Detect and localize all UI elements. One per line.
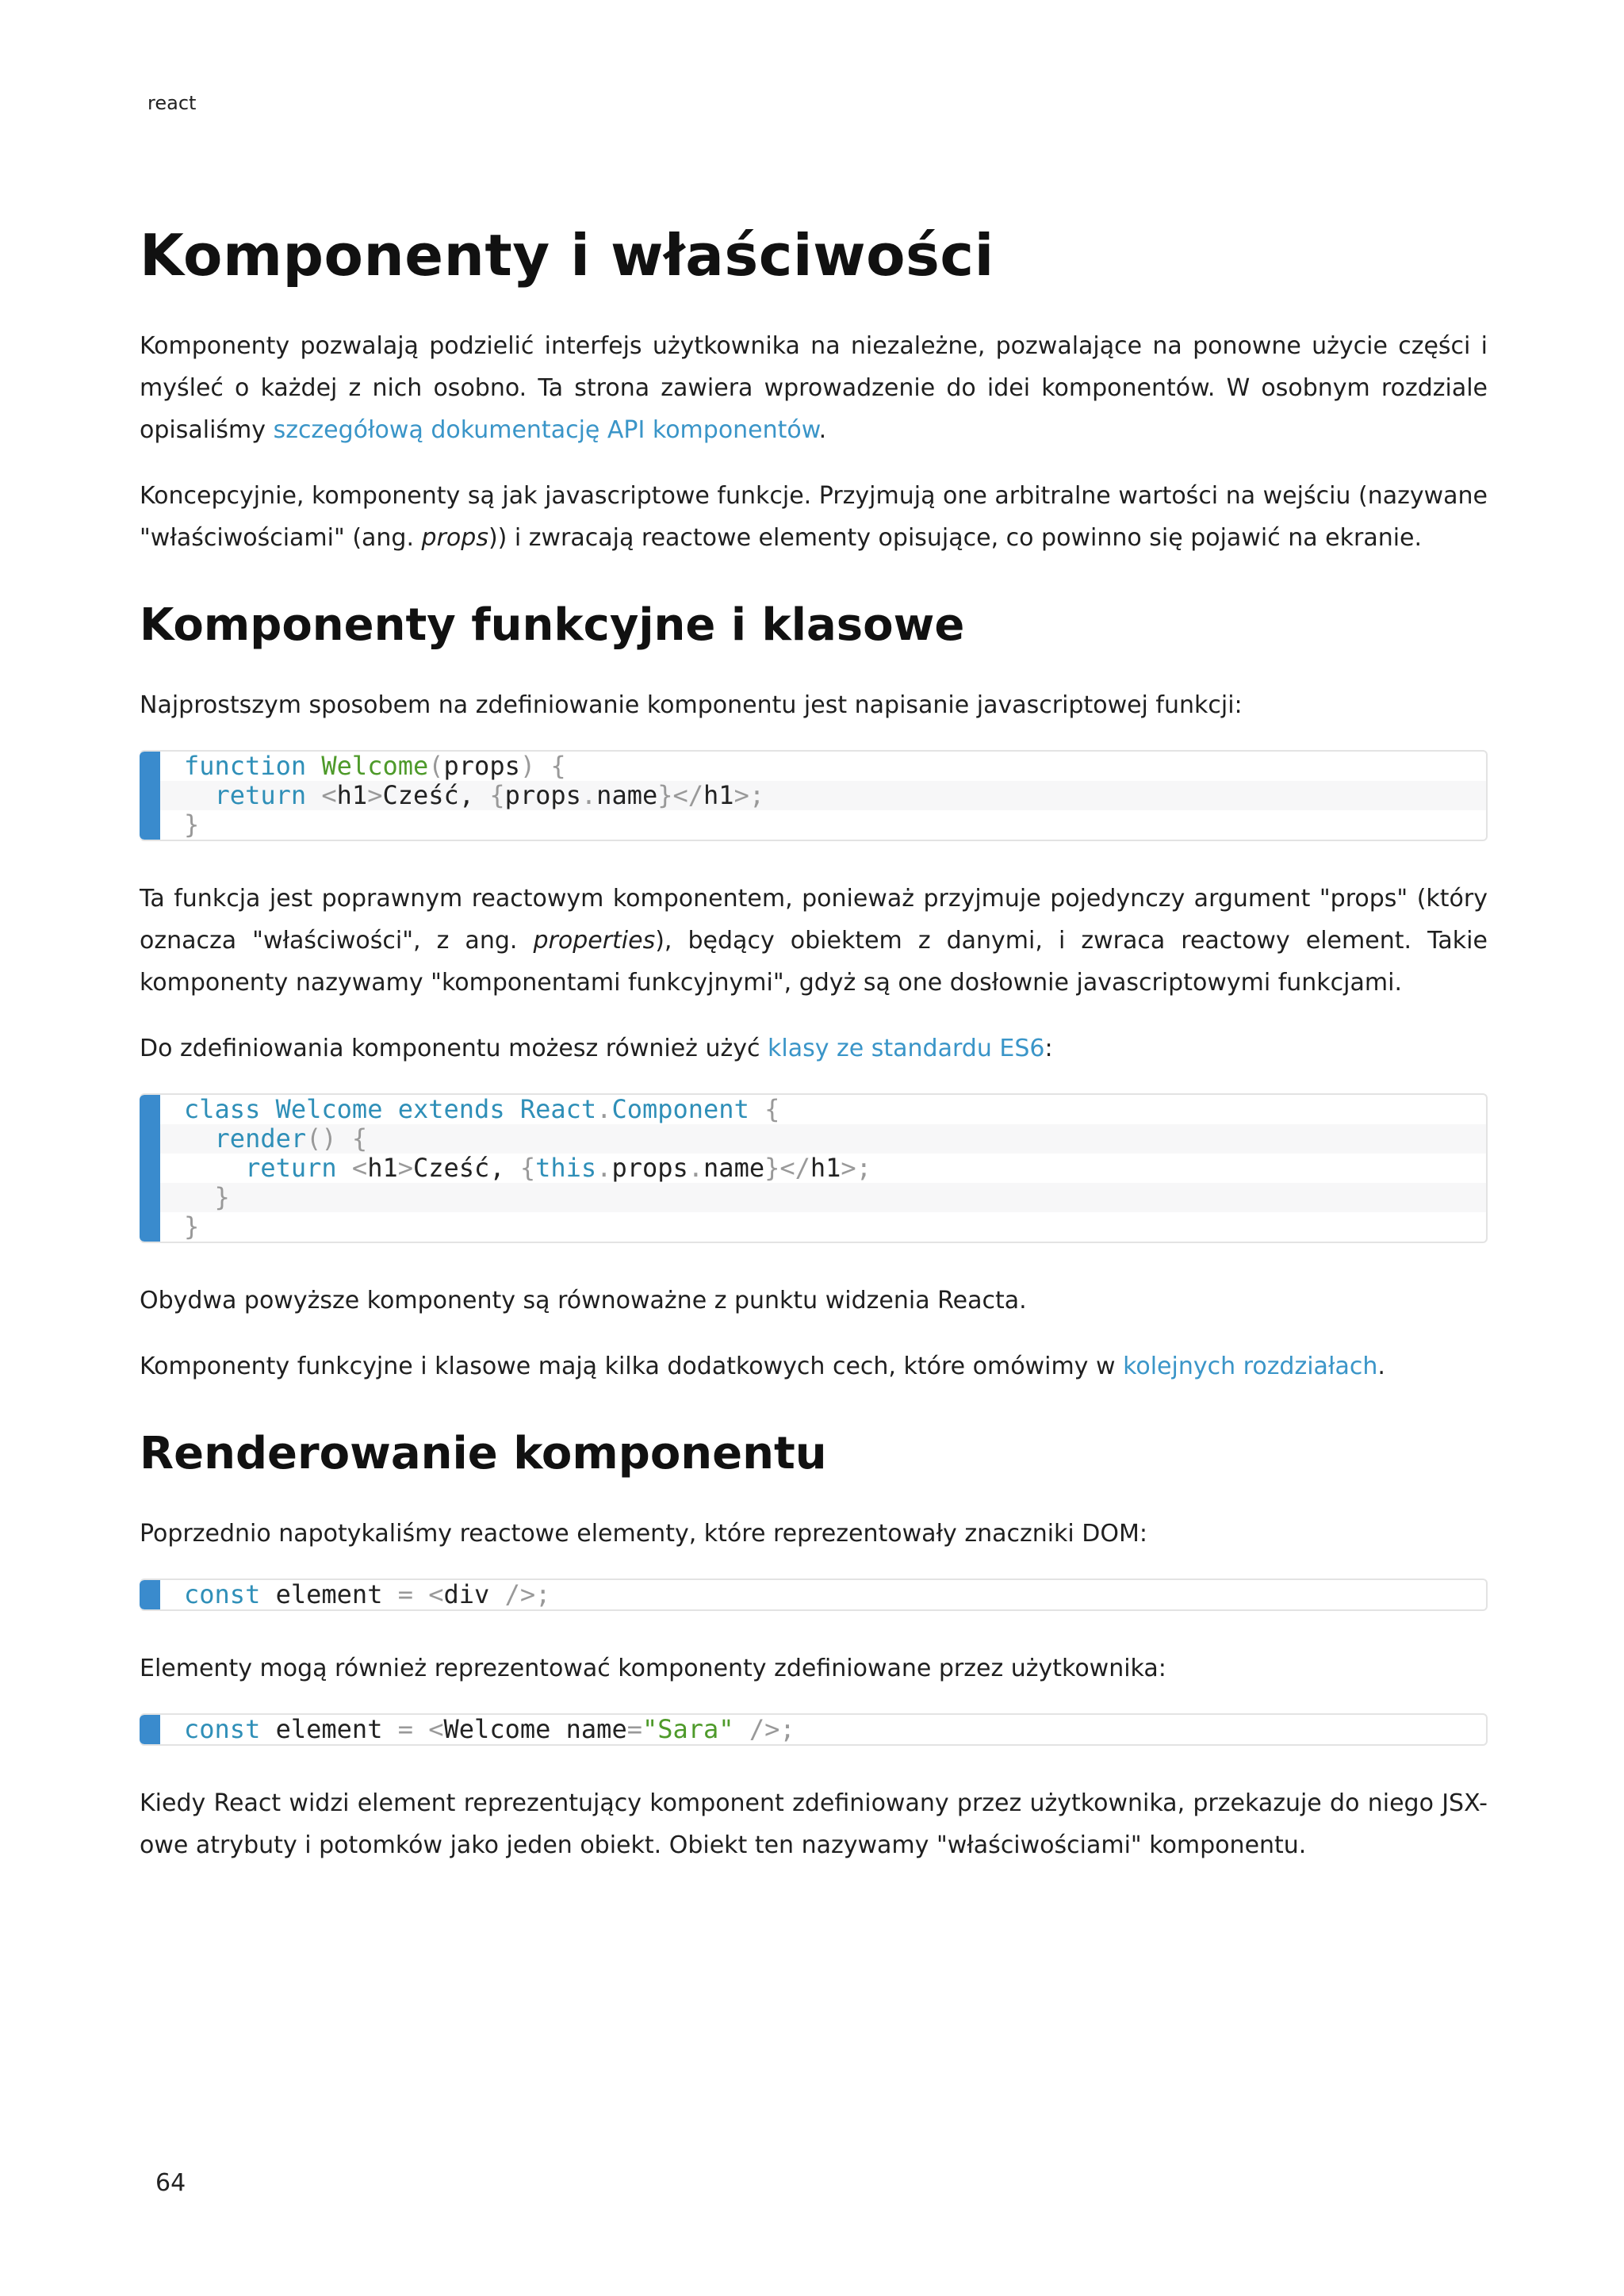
code-keyword: class xyxy=(184,1094,261,1124)
section2-paragraph-1: Poprzednio napotykaliśmy reactowe elementy, które reprezentowały znaczniki DOM: xyxy=(140,1520,1148,1548)
code-line xyxy=(140,1095,1486,1124)
code-punct: } xyxy=(764,1153,780,1183)
code-arg: props xyxy=(443,751,520,781)
code-class-name: Component xyxy=(611,1094,749,1124)
s1-p2-em: properties xyxy=(533,927,656,955)
s1-p5-b: . xyxy=(1377,1353,1385,1380)
code-block-class-component xyxy=(140,1093,1488,1243)
code-punct: . xyxy=(688,1153,704,1183)
code-line xyxy=(140,781,1486,810)
code-class-name: Welcome xyxy=(275,1094,383,1124)
section1-paragraph-3 xyxy=(140,1027,1488,1070)
code-tag: Welcome xyxy=(443,1714,551,1744)
intro-p2-em: props xyxy=(421,524,488,552)
intro-p1-text: Komponenty pozwalają podzielić interfejs użytkownika na niezależne, pozwalające na ponowne użycie części i myśleć o każdej z nich osobno. Ta strona zawiera wprowadzenie do idei komponentów. W osobnym rozdziale opisaliśmy xyxy=(140,332,1488,444)
section-heading-rendering: Renderowanie komponentu xyxy=(140,1428,827,1479)
code-punct: ; xyxy=(749,780,765,810)
code-punct: < xyxy=(321,780,337,810)
code-punct: . xyxy=(596,1094,612,1124)
code-text: Cześć, xyxy=(412,1153,520,1183)
code-punct: < xyxy=(428,1714,444,1744)
code-punct: > xyxy=(397,1153,413,1183)
code-function-name: Welcome xyxy=(321,751,429,781)
code-punct: } xyxy=(214,1182,230,1212)
code-punct: < xyxy=(351,1153,368,1183)
code-text: Cześć, xyxy=(382,780,490,810)
intro-p2-b: )) i zwracają reactowe elementy opisujące, co powinno się pojawić na ekranie. xyxy=(488,524,1423,552)
code-punct: . xyxy=(596,1153,612,1183)
code-expr: props xyxy=(504,780,581,810)
code-punct: </ xyxy=(779,1153,810,1183)
code-line xyxy=(140,1124,1486,1154)
s1-p2-a: Ta funkcja jest poprawnym reactowym komponentem, ponieważ przyjmuje pojedynczy argument "props" (który oznacza "właściwości", z ang. xyxy=(140,885,1488,955)
code-punct: /> xyxy=(504,1579,536,1609)
code-keyword: this xyxy=(535,1153,597,1183)
code-tag: h1 xyxy=(703,780,734,810)
code-keyword: const xyxy=(184,1714,261,1744)
code-punct: = xyxy=(397,1714,413,1744)
code-block-dom-element xyxy=(140,1578,1488,1611)
api-docs-link[interactable]: szczegółową dokumentację API komponentów xyxy=(273,416,819,444)
code-punct: . xyxy=(580,780,597,810)
code-line xyxy=(140,752,1486,781)
code-line xyxy=(140,810,1486,840)
s1-p2-b: ), będący obiektem z danymi, i zwraca reactowy element. Takie komponenty nazywamy "komponentami funkcyjnymi", gdyż są one dosłownie javascriptowymi funkcjami. xyxy=(140,927,1488,997)
section1-paragraph-1: Najprostszym sposobem na zdefiniowanie komponentu jest napisanie javascriptowej funkcji: xyxy=(140,691,1243,719)
code-punct: ) { xyxy=(519,751,566,781)
intro-paragraph-2 xyxy=(140,475,1488,559)
next-chapters-link[interactable]: kolejnych rozdziałach xyxy=(1123,1353,1378,1380)
code-punct: { xyxy=(519,1153,536,1183)
section2-paragraph-2: Elementy mogą również reprezentować komponenty zdefiniowane przez użytkownika: xyxy=(140,1655,1166,1682)
code-punct: ; xyxy=(779,1714,795,1744)
code-keyword: const xyxy=(184,1579,261,1609)
code-punct: } xyxy=(184,809,200,840)
code-line xyxy=(140,1183,1486,1212)
section1-paragraph-5 xyxy=(140,1345,1488,1387)
code-tag: h1 xyxy=(810,1153,841,1183)
code-line xyxy=(140,1715,1486,1744)
code-expr: name xyxy=(596,780,658,810)
section-heading-function-class: Komponenty funkcyjne i klasowe xyxy=(140,599,965,651)
code-expr: props xyxy=(611,1153,688,1183)
code-punct: { xyxy=(489,780,505,810)
code-variable: element xyxy=(275,1579,383,1609)
code-block-user-component xyxy=(140,1713,1488,1746)
intro-p2-a: Koncepcyjnie, komponenty są jak javascriptowe funkcje. Przyjmują one arbitralne wartości na wejściu (nazywane "właściwościami" (ang. xyxy=(140,482,1488,552)
code-punct: ( xyxy=(428,751,444,781)
code-keyword: return xyxy=(245,1153,337,1183)
code-keyword: function xyxy=(184,751,307,781)
code-punct: } xyxy=(184,1211,200,1242)
code-punct: = xyxy=(626,1714,642,1744)
code-keyword: return xyxy=(214,780,307,810)
running-header: react xyxy=(147,92,197,114)
code-variable: element xyxy=(275,1714,383,1744)
code-punct: ; xyxy=(856,1153,871,1183)
s1-p3-a: Do zdefiniowania komponentu możesz również użyć xyxy=(140,1035,768,1062)
code-punct: /> xyxy=(749,1714,780,1744)
code-string: "Sara" xyxy=(642,1714,734,1744)
code-punct: > xyxy=(367,780,383,810)
section1-paragraph-2 xyxy=(140,878,1488,1004)
code-block-function-component xyxy=(140,750,1488,841)
code-punct: () { xyxy=(306,1123,368,1154)
s1-p5-a: Komponenty funkcyjne i klasowe mają kilka dodatkowych cech, które omówimy w xyxy=(140,1353,1124,1380)
code-punct: < xyxy=(428,1579,444,1609)
code-line xyxy=(140,1580,1486,1609)
code-punct: > xyxy=(733,780,749,810)
code-method: render xyxy=(214,1123,307,1154)
page-number: 64 xyxy=(155,2169,186,2197)
code-tag: h1 xyxy=(336,780,368,810)
code-punct: = xyxy=(397,1579,413,1609)
code-line xyxy=(140,1154,1486,1183)
code-class-name: React xyxy=(519,1094,597,1124)
section1-paragraph-4: Obydwa powyższe komponenty są równoważne z punktu widzenia Reacta. xyxy=(140,1287,1027,1314)
es6-classes-link[interactable]: klasy ze standardu ES6 xyxy=(768,1035,1045,1062)
code-tag: div xyxy=(443,1579,490,1609)
s1-p3-b: : xyxy=(1044,1035,1053,1062)
code-line xyxy=(140,1212,1486,1242)
page-title: Komponenty i właściwości xyxy=(140,222,994,289)
intro-p1-end: . xyxy=(818,416,827,444)
code-keyword: extends xyxy=(397,1094,505,1124)
code-punct: } xyxy=(657,780,673,810)
code-tag: h1 xyxy=(367,1153,398,1183)
code-punct: > xyxy=(841,1153,856,1183)
code-punct: </ xyxy=(672,780,704,810)
code-punct: { xyxy=(764,1094,780,1124)
code-attr: name xyxy=(565,1714,627,1744)
intro-paragraph-1 xyxy=(140,325,1488,451)
code-punct: ; xyxy=(535,1579,551,1609)
code-expr: name xyxy=(703,1153,765,1183)
page-content xyxy=(140,222,1488,1890)
section2-paragraph-3: Kiedy React widzi element reprezentujący komponent zdefiniowany przez użytkownika, przekazuje do niego JSX-owe atrybuty i potomków jako jeden obiekt. Obiekt ten nazywamy "właściwościami" komponentu. xyxy=(140,1789,1488,1859)
